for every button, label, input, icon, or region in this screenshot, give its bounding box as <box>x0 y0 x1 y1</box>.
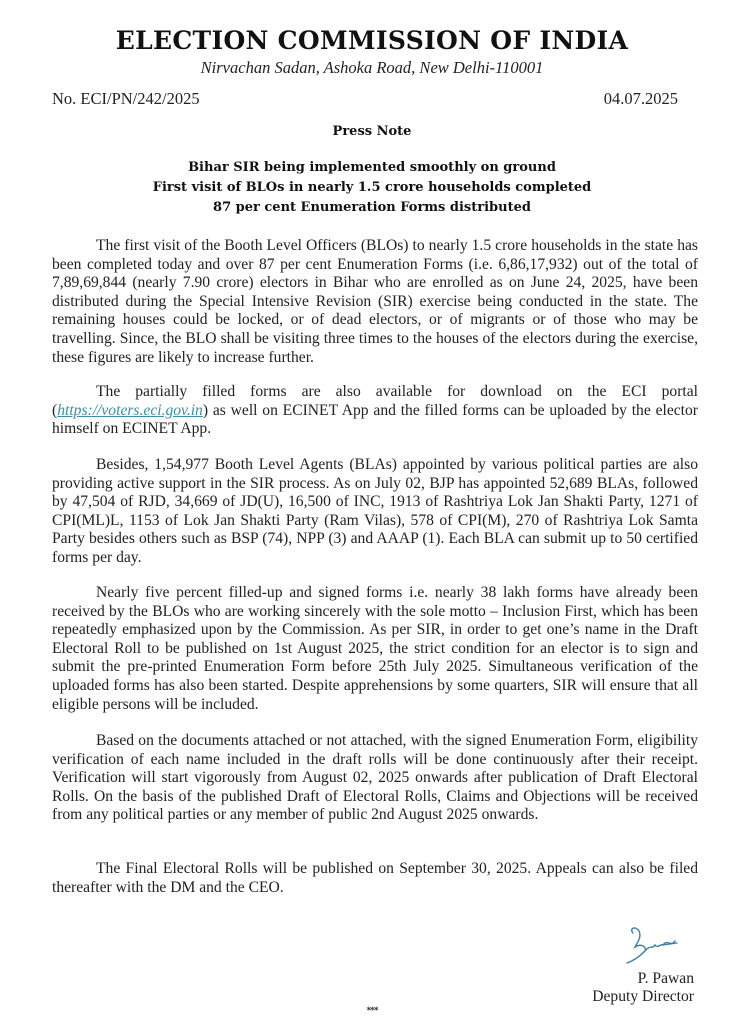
paragraph-text: Besides, 1,54,977 Booth Level Agents (BLAs) appointed by various political parties are also providing active support in the SIR process. As on July 02, BJP has appointed 52,689 BLAs, followed by 47,504 of RJD, 34,669 of JD(U), 16,500 of INC, 1913 of Rashtriya Lok Jan Shakti Party, 1271 of CPI(ML)L, 1153 of Lok Jan Shakti Party (Ram Vilas), 578 of CPI(M), 270 of Rashtriya Lok Samta Party besides others such as BSP (74), NPP (3) and AAAP (1). Each BLA can submit up to 50 certified forms per day. <box>52 456 698 566</box>
signatory-name: P. Pawan <box>637 970 694 987</box>
paragraph-text <box>52 383 698 439</box>
document-type-heading: Press Note <box>332 124 412 139</box>
paragraph-text-start: The partially filled forms are also available for download on the ECI portal ( <box>52 383 698 419</box>
paragraph-booth-level-agents <box>52 456 698 568</box>
end-mark: *** <box>366 1006 378 1016</box>
paragraph-enumeration-progress <box>52 237 698 367</box>
paragraph-forms-received <box>52 584 698 714</box>
signatory-title: Deputy Director <box>592 988 694 1005</box>
paragraph-text: Based on the documents attached or not attached, with the signed Enumeration Form, eligibility verification of each name included in the draft rolls will be done continuously after their receipt. Verification will start vigorously from August 02, 2025 onwards after publication of Draft Electoral Rolls. On the basis of the published Draft of Electoral Rolls, Claims and Objections will be received from any political parties or any member of public 2nd August 2025 onwards. <box>52 732 698 824</box>
paragraph-verification <box>52 732 698 825</box>
headline-3: 87 per cent Enumeration Forms distributed <box>213 200 531 215</box>
reference-number: No. ECI/PN/242/2025 <box>52 89 200 108</box>
paragraph-text: The first visit of the Booth Level Officers (BLOs) to nearly 1.5 crore households in the state has been completed today and over 87 per cent Enumeration Forms (i.e. 6,86,17,932) out of the total of 7,89,69,844 (nearly 7.90 crore) electors in Bihar who are enrolled as on June 24, 2025, have been distributed during the Special Intensive Revision (SIR) exercise being conducted in the state. The remaining houses could be locked, or of dead electors, or of migrants or of those who may be travelling. Since, the BLO shall be visiting three times to the houses of the electors during the exercise, these figures are likely to increase further. <box>52 237 698 366</box>
headline-2: First visit of BLOs in nearly 1.5 crore households completed <box>152 180 592 195</box>
paragraph-text-end: ) as well on ECINET App and the filled forms can be uploaded by the elector himself on ECINET App. <box>52 401 698 438</box>
organization-title: ELECTION COMMISSION OF INDIA <box>115 26 629 55</box>
paragraph-text: The Final Electoral Rolls will be published on September 30, 2025. Appeals can also be filed thereafter with the DM and the CEO. <box>52 860 698 896</box>
paragraph-text: Nearly five percent filled-up and signed forms i.e. nearly 38 lakh forms have already been received by the BLOs who are working sincerely with the sole motto – Inclusion First, which has been repeatedly emphasized upon by the Commission. As per SIR, in order to get one’s name in the Draft Electoral Roll to be published on 1st August 2025, the strict condition for an elector is to sign and submit the pre-printed Enumeration Form before 25th July 2025. Simultaneous verification of the uploaded forms has also been started. Despite apprehensions by some quarters, SIR will ensure that all eligible persons will be included. <box>52 584 698 713</box>
signature-icon <box>625 925 685 965</box>
headline-1: Bihar SIR being implemented smoothly on ground <box>188 160 556 175</box>
headlines <box>0 158 744 218</box>
document-date: 04.07.2025 <box>603 89 678 108</box>
paragraph-download-forms <box>52 383 698 439</box>
eci-portal-link[interactable]: https://voters.eci.gov.in <box>57 401 203 419</box>
paragraph-final-rolls <box>52 860 698 897</box>
organization-address: Nirvachan Sadan, Ashoka Road, New Delhi-110001 <box>200 58 544 77</box>
